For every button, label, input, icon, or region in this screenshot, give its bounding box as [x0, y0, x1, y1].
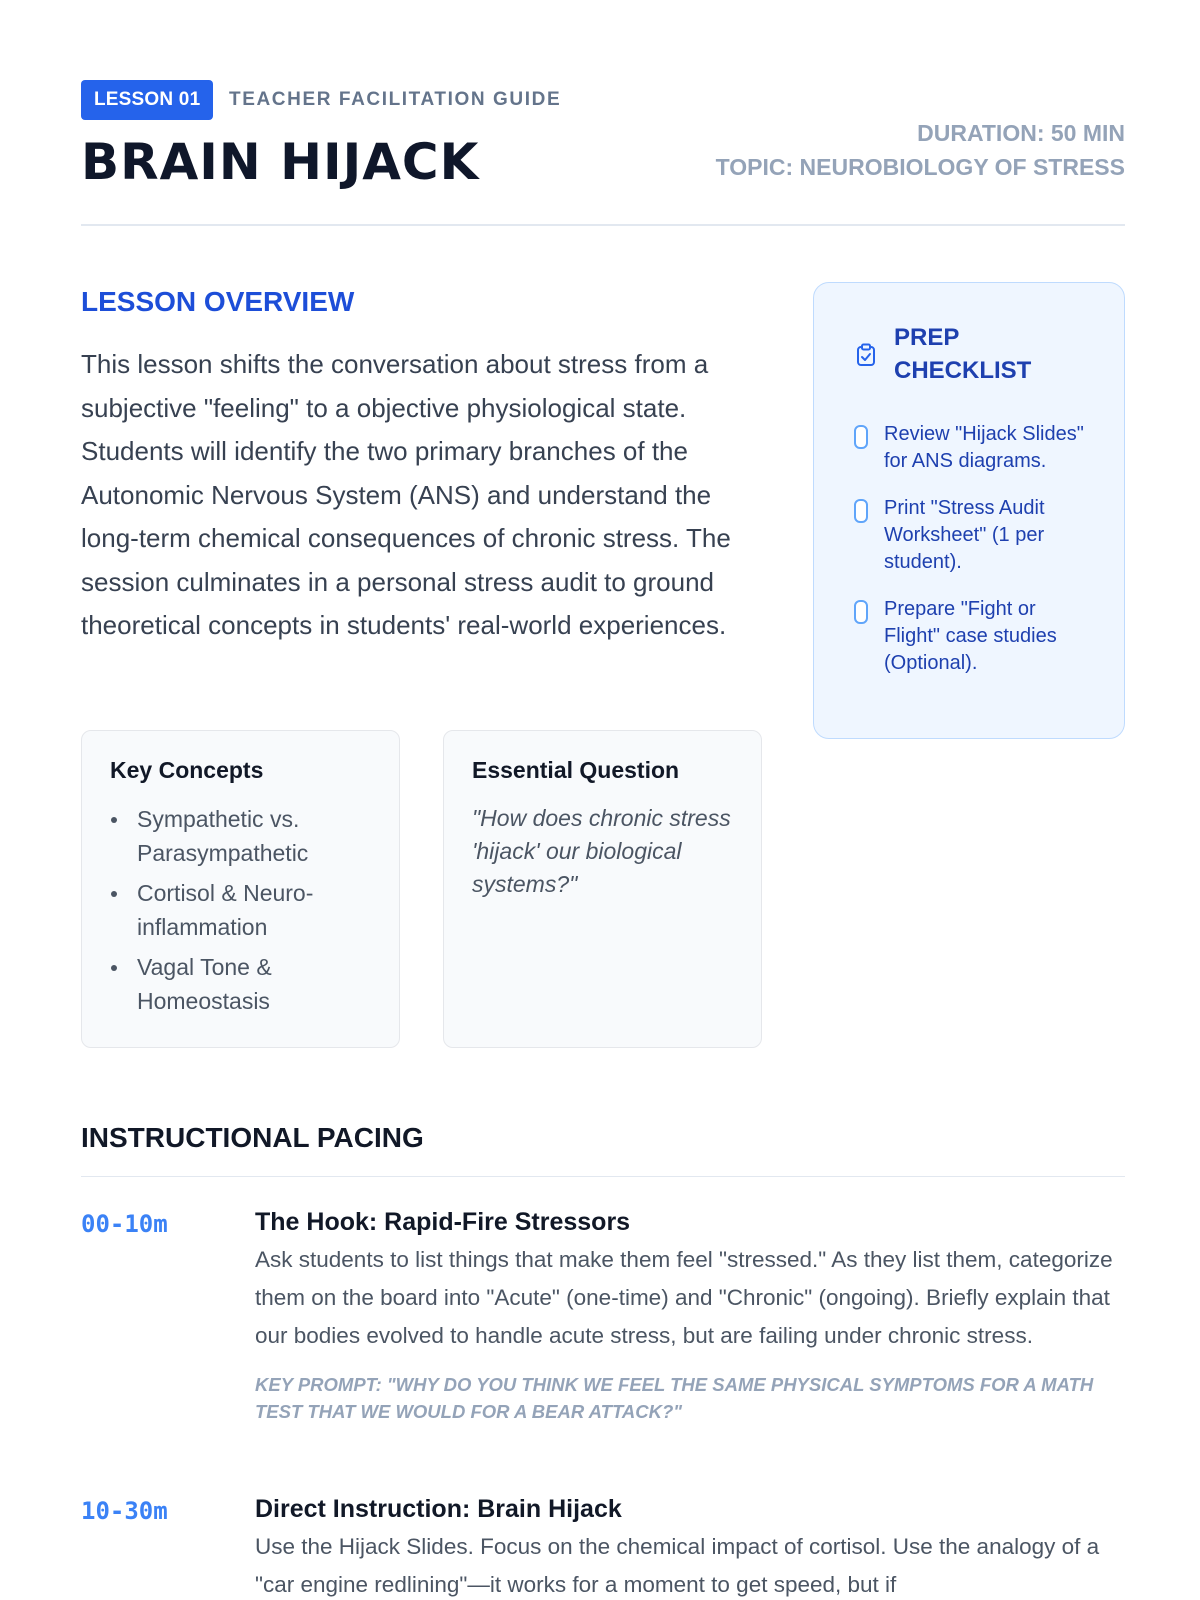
overview-heading: LESSON OVERVIEW	[81, 286, 355, 317]
checklist-item-label: Prepare "Fight or Flight" case studies (Optional).	[884, 598, 1057, 674]
checklist-item-label: Review "Hijack Slides" for ANS diagrams.	[884, 423, 1084, 472]
prep-checklist	[813, 282, 1125, 739]
pacing-description: Ask students to list things that make them feel "stressed." As they list them, categorize them on the board into "Acute" (one-time) and "Chronic" (ongoing). Briefly explain that our bodies evolved to handle acute stress, but are failing under chronic stress.	[255, 1247, 1113, 1348]
lesson-header	[81, 80, 1125, 226]
lesson-title: BRAIN HIJACK	[81, 133, 480, 191]
pacing-time: 00-10m	[81, 1210, 168, 1238]
topic-label: TOPIC: NEUROBIOLOGY OF STRESS	[715, 154, 1125, 180]
overview-text: This lesson shifts the conversation about stress from a subjective "feeling" to a objective physiological state. Students will identify the two primary branches of the Autonomic Nervous System (ANS) and understand the long-term chemical consequences of chronic stress. The session culminates in a personal stress audit to ground theoretical concepts in students' real-world experiences.	[81, 349, 731, 640]
list-item: Cortisol & Neuro-inflammation	[110, 876, 371, 944]
checklist-item[interactable]	[854, 495, 1094, 576]
list-item: Vagal Tone & Homeostasis	[110, 950, 371, 1018]
pacing-heading: INSTRUCTIONAL PACING	[81, 1122, 424, 1153]
prep-checklist-title: PREP CHECKLIST	[894, 324, 1032, 384]
checklist-item[interactable]	[854, 421, 1094, 475]
lesson-badge: LESSON 01	[81, 80, 213, 120]
prep-checklist-header	[854, 321, 1094, 391]
pacing-description: Use the Hijack Slides. Focus on the chemical impact of cortisol. Use the analogy of a "car engine redlining"—it works for a moment to get speed, but if	[255, 1534, 1100, 1597]
key-concepts-heading: Key Concepts	[110, 757, 264, 783]
key-concepts-card	[81, 730, 400, 1048]
pacing-time: 10-30m	[81, 1497, 168, 1525]
checklist-item-label: Print "Stress Audit Worksheet" (1 per student).	[884, 497, 1045, 573]
checkbox[interactable]	[854, 600, 868, 624]
guide-label: TEACHER FACILITATION GUIDE	[229, 89, 562, 110]
key-prompt: KEY PROMPT: "WHY DO YOU THINK WE FEEL THE SAME PHYSICAL SYMPTOMS FOR A MATH TEST THAT WE WOULD FOR A BEAR ATTACK?"	[255, 1374, 1094, 1422]
essential-question-heading: Essential Question	[472, 757, 680, 783]
essential-question-text: "How does chronic stress 'hijack' our biological systems?"	[472, 805, 731, 897]
pacing-divider	[81, 1176, 1125, 1177]
pacing-body	[255, 1206, 1125, 1425]
lesson-meta	[716, 116, 1125, 184]
checkbox[interactable]	[854, 499, 868, 523]
essential-question-card	[443, 730, 762, 1048]
key-concepts-list	[110, 802, 371, 1018]
checkbox[interactable]	[854, 425, 868, 449]
pacing-body	[255, 1493, 1125, 1600]
lesson-guide-page	[81, 0, 1125, 1600]
clipboard-check-icon	[856, 343, 876, 367]
duration-label: DURATION: 50 MIN	[917, 120, 1125, 146]
pacing-title: The Hook: Rapid-Fire Stressors	[255, 1208, 631, 1236]
list-item: Sympathetic vs. Parasympathetic	[110, 802, 371, 870]
checklist-item[interactable]	[854, 596, 1094, 677]
pacing-title: Direct Instruction: Brain Hijack	[255, 1495, 622, 1523]
